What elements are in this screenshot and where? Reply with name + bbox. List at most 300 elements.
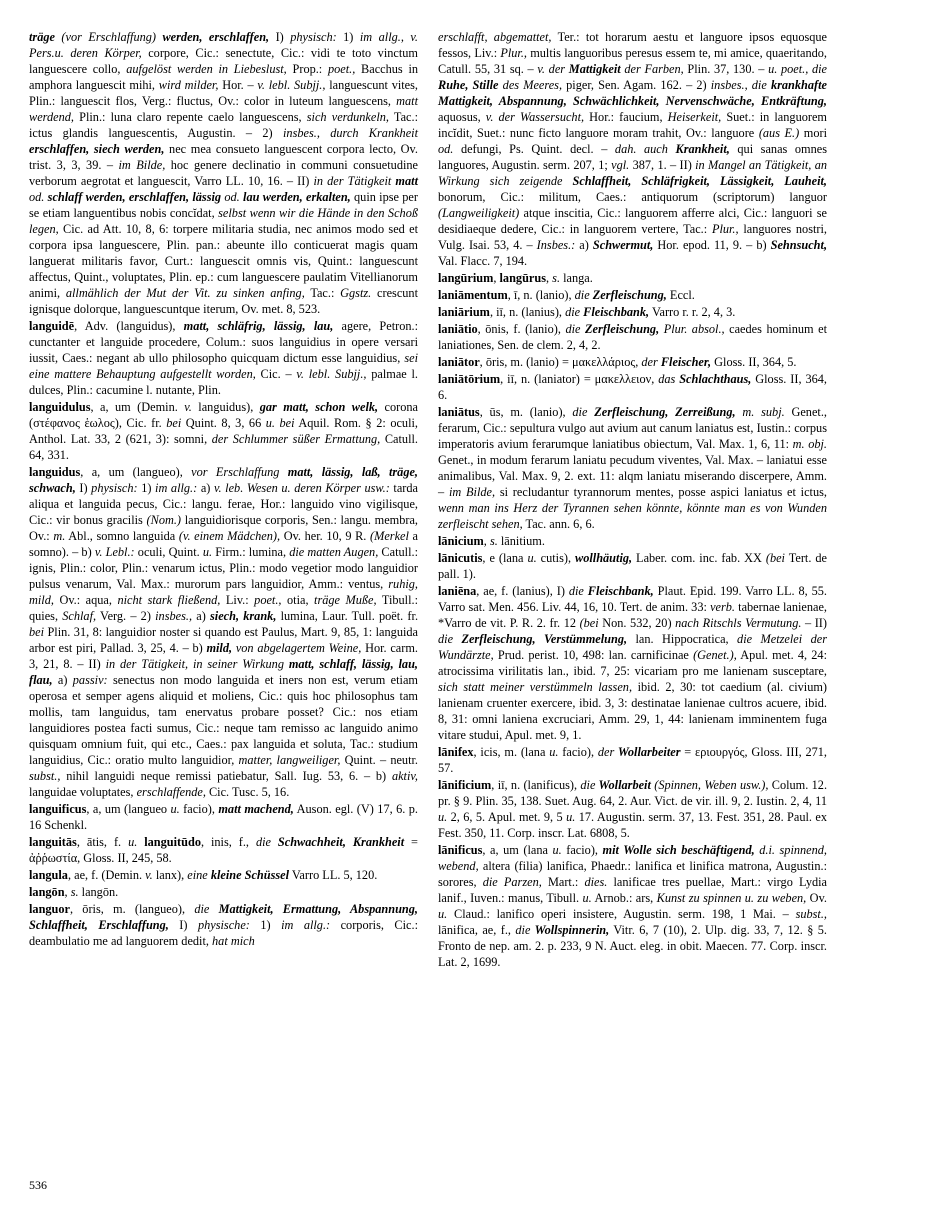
entry-text	[29, 901, 418, 949]
entry-gloss: Schwachheit, Krankheit	[270, 835, 405, 849]
entry-citation: hoc genere declinatio in communi consuetudine verborum aegrotat et languescit, Varro LL. 10, 16. – II)	[29, 158, 418, 188]
entry-citation: Plin. 31, 8: languidior noster si quando est Paulus, Mart. 9, 85, 1: languida arbor est piri, Pallad. 3, 25, 4. – b)	[29, 625, 418, 655]
entry-gloss: Schwermut,	[592, 238, 654, 252]
entry-annotation: Ggstz.	[340, 286, 372, 300]
entry-annotation: wird milder,	[158, 78, 219, 92]
dictionary-entry	[29, 867, 418, 883]
entry-citation: otia,	[281, 593, 315, 607]
entry-annotation: die	[565, 322, 581, 336]
entry-citation: Suet.: in languorem incĭdit, Suet.: nunc ficto languore moram trahit, Ov.: languore	[438, 110, 827, 140]
entry-lemma: lānificium	[438, 778, 492, 792]
entry-gloss: Mattigkeit, Ermattung, Abspannung, Schlaffheit, Erschlaffung,	[29, 902, 418, 932]
entry-citation: languidae voluptates,	[29, 785, 137, 799]
entry-annotation: vgl.	[611, 158, 630, 172]
entry-gloss: Wollarbeiter	[614, 745, 681, 759]
entry-gloss: krankhafte Mattigkeit, Abspannung, Schwächlichkeit, Nervenschwäche, Entkräftung,	[438, 78, 827, 108]
entry-gloss: Wollspinnerin,	[530, 923, 610, 937]
entry-text	[29, 884, 418, 900]
dictionary-entry	[438, 777, 827, 841]
entry-annotation: v. lebl. Subjj.,	[296, 367, 367, 381]
entry-gloss: matt machend,	[218, 802, 294, 816]
dictionary-entry	[438, 533, 827, 549]
entry-citation: , ae, f. (lanius), I)	[476, 584, 569, 598]
entry-text	[438, 321, 827, 353]
entry-gloss: Wollarbeit	[595, 778, 651, 792]
dictionary-entry	[438, 287, 827, 303]
entry-annotation: die	[572, 405, 588, 419]
entry-citation: caedes hominum et laniationes, Sen. de clem. 2, 4, 2.	[438, 322, 827, 352]
entry-citation: oculi, Quint.	[134, 545, 203, 559]
entry-citation: I)	[269, 30, 291, 44]
entry-citation: Tac.: ictus glandis languescentis, Augustin. – 2)	[29, 110, 418, 140]
entry-annotation: die	[574, 288, 590, 302]
entry-citation: a)	[192, 609, 211, 623]
entry-lemma: lānicutis	[438, 551, 483, 565]
entry-citation: , ōnis, f. (lanio),	[477, 322, 566, 336]
entry-citation: multis languoribus peresus essem te, mi amice, quaeritando, Catull. 55, 31 sq. –	[438, 46, 827, 76]
entry-annotation: physisch:	[91, 481, 138, 495]
entry-annotation: u.	[438, 907, 448, 921]
entry-lemma: languor	[29, 902, 70, 916]
entry-text	[438, 270, 827, 286]
entry-lemma: langūrium	[438, 271, 494, 285]
dictionary-entry	[29, 318, 418, 398]
entry-citation: lānitium.	[497, 534, 545, 548]
entry-annotation: matter, langweiliger,	[238, 753, 341, 767]
entry-annotation: subst.,	[29, 769, 61, 783]
entry-citation: Tac.:	[304, 286, 341, 300]
entry-gloss: matt, schlaff, lässig, lau, flau,	[29, 657, 418, 687]
entry-annotation: m.	[53, 529, 66, 543]
entry-citation: ,	[493, 271, 500, 285]
entry-citation: tabernae lanienae, *Varro de vit. P. R. 2. fr. 12	[438, 600, 828, 630]
entry-annotation: poet.,	[327, 62, 356, 76]
entry-citation: , icis, m. (lana	[473, 745, 550, 759]
entry-annotation: im Bilde,	[118, 158, 166, 172]
entry-annotation: allmählich der Mut der Vit. zu sinken anfing,	[65, 286, 305, 300]
entry-gloss: Zerfleischung, Verstümmelung,	[453, 632, 628, 646]
page-number: 536	[29, 1178, 47, 1192]
entry-citation: Cic. –	[255, 367, 297, 381]
dictionary-entry	[29, 834, 418, 866]
entry-citation: ,	[64, 885, 71, 899]
entry-annotation: der	[641, 355, 658, 369]
entry-lemma: languidē	[29, 319, 75, 333]
entry-citation: , ūs, m. (lanio),	[479, 405, 573, 419]
entry-annotation: (Nom.)	[146, 513, 182, 527]
entry-citation: , ī, n. (lanio),	[507, 288, 575, 302]
entry-annotation: s.	[70, 885, 79, 899]
entry-annotation: v. Lebl.:	[94, 545, 135, 559]
entry-citation: Catull. 64, 331.	[29, 432, 418, 462]
dictionary-entry	[438, 304, 827, 320]
entry-citation: Hor. –	[218, 78, 258, 92]
entry-citation: aquosus,	[438, 110, 486, 124]
entry-gloss: träge	[29, 30, 55, 44]
entry-annotation: träge Muße,	[314, 593, 377, 607]
entry-annotation: d.i. spinnend, webend,	[438, 843, 827, 873]
entry-citation: , ae, f. (Demin.	[67, 868, 146, 882]
entry-gloss: Fleischbank,	[580, 305, 650, 319]
entry-annotation: eine	[187, 868, 208, 882]
entry-citation: – II)	[801, 616, 827, 630]
entry-citation: languores nostri, Vulg. Isai. 53, 4. –	[438, 222, 827, 252]
entry-citation: Hor. epod. 11, 9. – b)	[653, 238, 771, 252]
entry-annotation: subst.,	[795, 907, 827, 921]
entry-gloss: Schlaffheit, Schläfrigkeit, Lässigkeit, Lauheit,	[562, 174, 827, 188]
entry-gloss: matt, schläfrig, lässig, lau,	[183, 319, 334, 333]
entry-citation: Vitr. 6, 7 (10), 2. Ulp. dig. 33, 7, 12. § 5. Fronto de nep. am. 2. p. 233, 9 N. Auct. eleg. in obit. Maecen. 77. Corp. inscr. Lat. 2, 1699.	[438, 923, 827, 969]
entry-citation: cutis),	[536, 551, 576, 565]
entry-citation: Prop.:	[286, 62, 328, 76]
entry-text	[438, 583, 827, 743]
entry-annotation: in Mangel an Tätigkeit, an Wirkung sich zeigende	[438, 158, 827, 188]
entry-annotation: u.	[566, 810, 576, 824]
entry-citation: , a, um (Demin.	[90, 400, 185, 414]
entry-citation: , a, um (lana	[482, 843, 553, 857]
entry-gloss: Krankheit,	[667, 142, 730, 156]
entry-citation: , ōris, m. (langueo),	[70, 902, 195, 916]
entry-annotation: des Meeres,	[498, 78, 563, 92]
entry-annotation: in der Tätigkeit, in seiner Wirkung	[105, 657, 284, 671]
entry-gloss: erschlaffen, siech werden,	[29, 142, 165, 156]
entry-annotation: (bei	[765, 551, 785, 565]
entry-text	[29, 318, 418, 398]
entry-annotation: im allg.:	[281, 918, 331, 932]
entry-citation: qui sanas omnes languores, Augustin. serm. 207, 1;	[438, 142, 827, 172]
entry-citation: , inis, f.,	[200, 835, 256, 849]
entry-citation: Ov.	[806, 891, 827, 905]
entry-citation: agere, Petron.: cunctanter et languide procedere, Colum.: suos languidius in opere versari iussit, Caes.: negant ab ullo philosopho quicquam dictum esse languidius,	[29, 319, 419, 365]
entry-citation: Ov.: aqua,	[53, 593, 118, 607]
entry-annotation: von abgelagertem Weine,	[232, 641, 362, 655]
entry-annotation: dah. auch	[614, 142, 668, 156]
entry-citation: Genet., ferarum, Cic.: sepultura vulgo aut avium aut canum laniatus est, Iustin.: corpus imperatoris avium ferarumque laniatibus obiectum, Val. Max. 1, 6, 11:	[438, 405, 827, 451]
entry-citation: quin ipse per se etiam languentibus nobis concĭdat,	[29, 190, 418, 220]
entry-text	[438, 550, 827, 582]
entry-annotation: m. subj.	[735, 405, 785, 419]
entry-citation: altera (filia) lanifica, Phaedr.: lanifica et linifica matrona, Augustin.: sorores,	[438, 859, 827, 889]
entry-citation: Cic. ad Att. 10, 8, 6: torpere militaria studia, nec animos modo sed et corpora ipsa languescere, Plin. pan.: abeunte illo conticuerat magis quam languerat militaris favor, Curt.: languescit omnis vis, Quint.: languescunt affectus, Quint., voluptates, Plin. ep.: cum languescere paulatim Vitellianorum animi,	[29, 222, 418, 300]
entry-gloss: werden, erschlaffen,	[162, 30, 270, 44]
entry-citation: , ōris, m. (lanio) = μακελλάριος,	[479, 355, 642, 369]
entry-annotation: od.	[29, 190, 45, 204]
entry-citation: tarda aliqua et languida pecus, Cic.: langu. ferae, Hor.: languido vino vigilisque, Cic.: vir bonus gracilis	[29, 481, 419, 527]
entry-citation: languescunt vites, Plin.: languescit flos, Verg.: fluctus, Ov.: color in luteum languescens,	[29, 78, 418, 108]
entry-citation: Verg. – 2)	[96, 609, 156, 623]
entry-citation: 2, 6, 5. Apul. met. 9, 5	[447, 810, 567, 824]
entry-citation: Prud. perist. 10, 498: lan. carnificinae	[493, 648, 694, 662]
entry-annotation: der Farben,	[620, 62, 684, 76]
entry-citation: piger, Sen. Agam. 162. – 2)	[562, 78, 711, 92]
entry-gloss: schlaff werden, erschlaffen, lässig	[44, 190, 225, 204]
entry-citation: Aquil. Rom. § 2: oculi, Anthol. Lat. 33, 2 (621, 3): somni,	[29, 416, 418, 446]
entry-citation: Catull.: ignis, Plin.: color, Plin.: venarum ictus, Plin.: modo vegetior modo languidior pulsus venarum, Val. Max.: murorum pars languidior, Amm.: ventus,	[29, 545, 418, 591]
entry-citation: nihil languidi neque remissi patiebatur, Sall. Iug. 53, 6. – b)	[60, 769, 392, 783]
entry-citation: languidus),	[191, 400, 260, 414]
entry-citation: Firm.: lumina,	[212, 545, 290, 559]
entry-annotation: bei	[29, 625, 45, 639]
dictionary-entry	[438, 842, 827, 970]
entry-annotation: od.	[224, 190, 240, 204]
entry-annotation: s.	[489, 534, 498, 548]
entry-citation: Auson. egl. (V) 17, 6. p. 16 Schenkl.	[29, 802, 418, 832]
entry-annotation: die	[194, 902, 210, 916]
entry-citation: mori	[799, 126, 827, 140]
entry-annotation: u.	[438, 810, 448, 824]
entry-annotation: die	[255, 835, 271, 849]
entry-annotation: Kunst zu spinnen u. zu weben,	[656, 891, 807, 905]
entry-annotation: der Schlummer süßer Ermattung,	[211, 432, 381, 446]
entry-citation: Val. Flacc. 7, 194.	[438, 254, 528, 268]
entry-gloss: matt	[391, 174, 418, 188]
entry-annotation: (Merkel	[369, 529, 409, 543]
entry-lemma: langula	[29, 868, 68, 882]
entry-citation: , a, um (langueo	[86, 802, 171, 816]
dictionary-entry	[438, 321, 827, 353]
entry-citation: 1)	[137, 481, 156, 495]
entry-citation: Laber. com. inc. fab. XX	[632, 551, 766, 565]
entry-annotation: physische:	[197, 918, 250, 932]
entry-text	[438, 404, 827, 532]
entry-annotation: die Parzen,	[482, 875, 542, 889]
entry-annotation: wenn man ins Herz der Tyrannen sehen könnte, könnte man es von Wunden zerfleischt sehen,	[438, 501, 827, 531]
entry-citation: Bacchus in amphora languescit mihi,	[29, 62, 419, 92]
dictionary-entry	[438, 354, 827, 370]
dictionary-entry	[438, 404, 827, 532]
entry-citation: defungi, Ps. Quint. decl. –	[453, 142, 615, 156]
entry-citation: languidiorisque corporis, Sen.: langu. membra, Ov.:	[29, 513, 418, 543]
entry-citation: lānifica, ae, f.,	[438, 923, 516, 937]
entry-gloss: Sehnsucht,	[770, 238, 828, 252]
entry-lemma: laniātio	[438, 322, 478, 336]
entry-citation: nec mea consueto languescent corpora lecto, Ov. trist. 3, 3, 39. –	[29, 142, 418, 172]
entry-annotation: aktiv,	[391, 769, 418, 783]
entry-annotation: hat mich	[212, 934, 255, 948]
entry-annotation: od.	[438, 142, 454, 156]
entry-citation: lumina, Laur. Tull. poët. fr.	[276, 609, 419, 623]
entry-text	[438, 354, 827, 370]
entry-annotation: (Langweiligkeit)	[438, 206, 520, 220]
entry-gloss: Ruhe, Stille	[438, 78, 499, 92]
entry-annotation: Plur.,	[711, 222, 739, 236]
dictionary-entry	[29, 901, 418, 949]
entry-annotation: das	[658, 372, 676, 386]
entry-citation: Quint. 8, 3, 66	[181, 416, 266, 430]
entry-gloss: Zerfleischung,	[589, 288, 667, 302]
entry-text	[438, 371, 827, 403]
entry-annotation: die	[568, 584, 584, 598]
entry-citation: ,	[483, 534, 490, 548]
dictionary-entry	[438, 583, 827, 743]
entry-gloss: Zerfleischung,	[580, 322, 660, 336]
entry-citation: facio),	[561, 843, 603, 857]
entry-citation: corporis, Cic.: deambulatio me ad languorem dedit,	[29, 918, 418, 948]
entry-text	[29, 29, 418, 317]
entry-annotation: im Bilde,	[448, 485, 496, 499]
entry-citation: 1)	[249, 918, 282, 932]
entry-annotation: in der Tätigkeit	[313, 174, 392, 188]
entry-annotation: u.	[170, 802, 180, 816]
entry-annotation: Plur. absol.,	[659, 322, 725, 336]
dictionary-entry	[29, 399, 418, 463]
entry-citation: lan. Hippocratica,	[627, 632, 738, 646]
entry-citation: a)	[575, 238, 593, 252]
entry-citation: = ἀῤῥωστία, Gloss. II, 245, 58.	[29, 835, 418, 865]
entry-citation: Gloss. II, 364, 6.	[438, 372, 827, 402]
entry-citation: corpore, Cic.: senectute, Cic.: vidi te toto vinctum languescere collo,	[29, 46, 418, 76]
entry-citation: Cic. Tusc. 5, 16.	[205, 785, 290, 799]
entry-citation: , e (lana	[482, 551, 528, 565]
entry-citation: Gloss. II, 364, 5.	[711, 355, 797, 369]
entry-citation: Liv.:	[220, 593, 255, 607]
entry-citation: langa.	[560, 271, 593, 285]
entry-citation: ,	[546, 271, 553, 285]
entry-annotation: erschlafft, abgemattet,	[438, 30, 552, 44]
entry-lemma: lānificus	[438, 843, 483, 857]
entry-annotation: Schlaf,	[62, 609, 97, 623]
entry-annotation: s.	[552, 271, 561, 285]
entry-citation: Mart.:	[541, 875, 585, 889]
entry-annotation: (v. einem Mädchen),	[178, 529, 281, 543]
entry-citation: I)	[168, 918, 198, 932]
entry-annotation: u.	[552, 843, 562, 857]
entry-citation: Hor.: faucium,	[584, 110, 668, 124]
entry-citation: Ter.: tot horarum aestu et languore ipsos equosque fessos, Liv.:	[438, 30, 828, 60]
entry-citation: si recludantur tyrannorum mentes, posse aspici laniatus et ictus,	[495, 485, 827, 499]
dictionary-entry	[29, 801, 418, 833]
entry-annotation: erschlaffende,	[136, 785, 206, 799]
entry-gloss: mit Wolle sich beschäftigend,	[602, 843, 755, 857]
dictionary-entry	[29, 29, 418, 317]
entry-gloss: kleine Schüssel	[207, 868, 290, 882]
entry-lemma: laniātus	[438, 405, 480, 419]
entry-annotation: die	[515, 923, 531, 937]
entry-lemma: laniātor	[438, 355, 480, 369]
entry-annotation: bei	[166, 416, 182, 430]
entry-annotation: u. bei	[265, 416, 295, 430]
entry-annotation: die	[580, 778, 596, 792]
entry-citation: facio),	[558, 745, 598, 759]
entry-text	[29, 834, 418, 866]
entry-annotation: insbes., durch Krankheit	[283, 126, 418, 140]
entry-annotation: verb.	[710, 600, 735, 614]
entry-lemma: languitās	[29, 835, 77, 849]
entry-citation: crescunt ignisque dolorque, languescuntque iterum, Ov. met. 8, 523.	[29, 286, 418, 316]
entry-annotation: v.	[145, 868, 153, 882]
entry-lemma: laniārium	[438, 305, 490, 319]
entry-lemma: langūrus	[499, 271, 546, 285]
entry-citation: Tibull.: quies,	[29, 593, 418, 623]
entry-gloss: matt, lässig, laß, träge, schwach,	[29, 465, 418, 495]
entry-gloss: mild,	[206, 641, 233, 655]
entry-annotation: die	[438, 632, 454, 646]
entry-citation: Eccl.	[666, 288, 695, 302]
entry-gloss: Zerfleischung, Zerreißung,	[587, 405, 736, 419]
entry-text	[438, 304, 827, 320]
entry-gloss: lau werden, erkalten,	[239, 190, 351, 204]
entry-annotation: matt werdend,	[29, 94, 418, 124]
entry-citation: Plaut. Epid. 199. Varro LL. 8, 55. Varro sat. Men. 456. Liv. 44, 16, 10. Tert. de anim. 33:	[438, 584, 827, 614]
entry-annotation: u.	[549, 745, 559, 759]
entry-text	[438, 842, 827, 970]
entry-text	[29, 867, 418, 883]
entry-citation: Tac. ann. 6, 6.	[522, 517, 595, 531]
entry-text	[438, 777, 827, 841]
entry-lemma: languificus	[29, 802, 87, 816]
entry-annotation: v. der	[537, 62, 566, 76]
entry-annotation: insbes., die	[710, 78, 767, 92]
entry-citation: , iī, n. (lanius),	[489, 305, 566, 319]
entry-citation: Varro LL. 5, 120.	[289, 868, 378, 882]
entry-citation: Apul. met. 4, 24: atrocissima virilitatis lan., ibid. 7, 25: vicariam pro me lanienam susceptare,	[438, 648, 827, 678]
entry-citation: Ov. her. 10, 9 R.	[280, 529, 370, 543]
entry-citation: 17. Augustin. serm. 37, 13. Fest. 351, 28. Paul. ex Fest. 350, 11. Corp. inscr. Lat. 6808, 5.	[438, 810, 828, 840]
entry-annotation: u.	[128, 835, 138, 849]
entry-annotation: Heiserkeit,	[667, 110, 722, 124]
entry-annotation: u.	[202, 545, 213, 559]
entry-annotation: Insbes.:	[536, 238, 576, 252]
entry-annotation: poet.,	[254, 593, 282, 607]
entry-citation: Abl., somno languida	[65, 529, 179, 543]
entry-annotation: insbes.,	[155, 609, 193, 623]
entry-citation: , Adv. (languidus),	[74, 319, 184, 333]
entry-citation: palmae l. dulces, Plin.: cacumine l. nutante, Plin.	[29, 367, 418, 397]
entry-text	[438, 29, 827, 269]
entry-citation: Genet., in modum ferarum laniatu pecudum viventes, Val. Max. – laniatui esse animalibus, Val. Max. 9, 2. ext. 11: alqm laniatu miserando discerpere, Amm. –	[438, 453, 827, 499]
entry-annotation: nach Ritschls Vermutung.	[675, 616, 802, 630]
entry-annotation: nicht stark fließend,	[117, 593, 221, 607]
entry-citation: a somno). – b)	[29, 529, 418, 559]
entry-annotation: aufgelöst werden in Liebeslust,	[126, 62, 287, 76]
entry-lemma: laniāmentum	[438, 288, 508, 302]
entry-text	[438, 533, 827, 549]
entry-annotation: im allg.:	[155, 481, 198, 495]
dictionary-entry	[438, 744, 827, 776]
entry-annotation: v. der Wassersucht,	[485, 110, 585, 124]
entry-annotation: (aus E.)	[758, 126, 800, 140]
entry-annotation: ruhig, mild,	[29, 577, 418, 607]
dictionary-entry	[438, 29, 827, 269]
entry-text	[29, 801, 418, 833]
entry-lemma: lānifex	[438, 745, 474, 759]
entry-gloss: siech, krank,	[210, 609, 277, 623]
entry-citation: , a, um (langueo),	[80, 465, 192, 479]
entry-citation: langōn.	[78, 885, 119, 899]
dictionary-entry	[29, 884, 418, 900]
entry-citation: Colum. 12. pr. § 9. Plin. 35, 138. Suet. Aug. 64, 2. Aur. Vict. de vir. ill. 9, 2. Iustin. 2, 4, 11	[438, 778, 828, 808]
entry-annotation: Plur.,	[500, 46, 527, 60]
entry-citation: , iī, n. (laniator) = μακελλειον,	[500, 372, 659, 386]
entry-annotation: selbst wenn wir die Hände in den Schoß legen,	[29, 206, 418, 236]
entry-annotation: der	[597, 745, 615, 759]
dictionary-entry	[29, 464, 418, 800]
entry-citation: 387, 1. – II)	[629, 158, 696, 172]
entry-citation: Arnob.: ars,	[591, 891, 657, 905]
entry-text	[29, 399, 418, 463]
entry-annotation: vor Erschlaffung	[191, 465, 280, 479]
entry-annotation: (bei	[579, 616, 599, 630]
entry-annotation: u. poet., die	[768, 62, 827, 76]
entry-citation: 1)	[336, 30, 360, 44]
entry-lemma: languidulus	[29, 400, 91, 414]
entry-annotation: sei eine mattere Behauptung aufgestellt worden,	[29, 351, 418, 381]
entry-annotation: die Metzelei der Wundärzte,	[438, 632, 827, 662]
entry-annotation: v. lebl. Subjj.,	[257, 78, 326, 92]
entry-citation: a)	[52, 673, 73, 687]
entry-annotation: (Spinnen, Weben usw.),	[650, 778, 769, 792]
entry-annotation: passiv:	[72, 673, 108, 687]
